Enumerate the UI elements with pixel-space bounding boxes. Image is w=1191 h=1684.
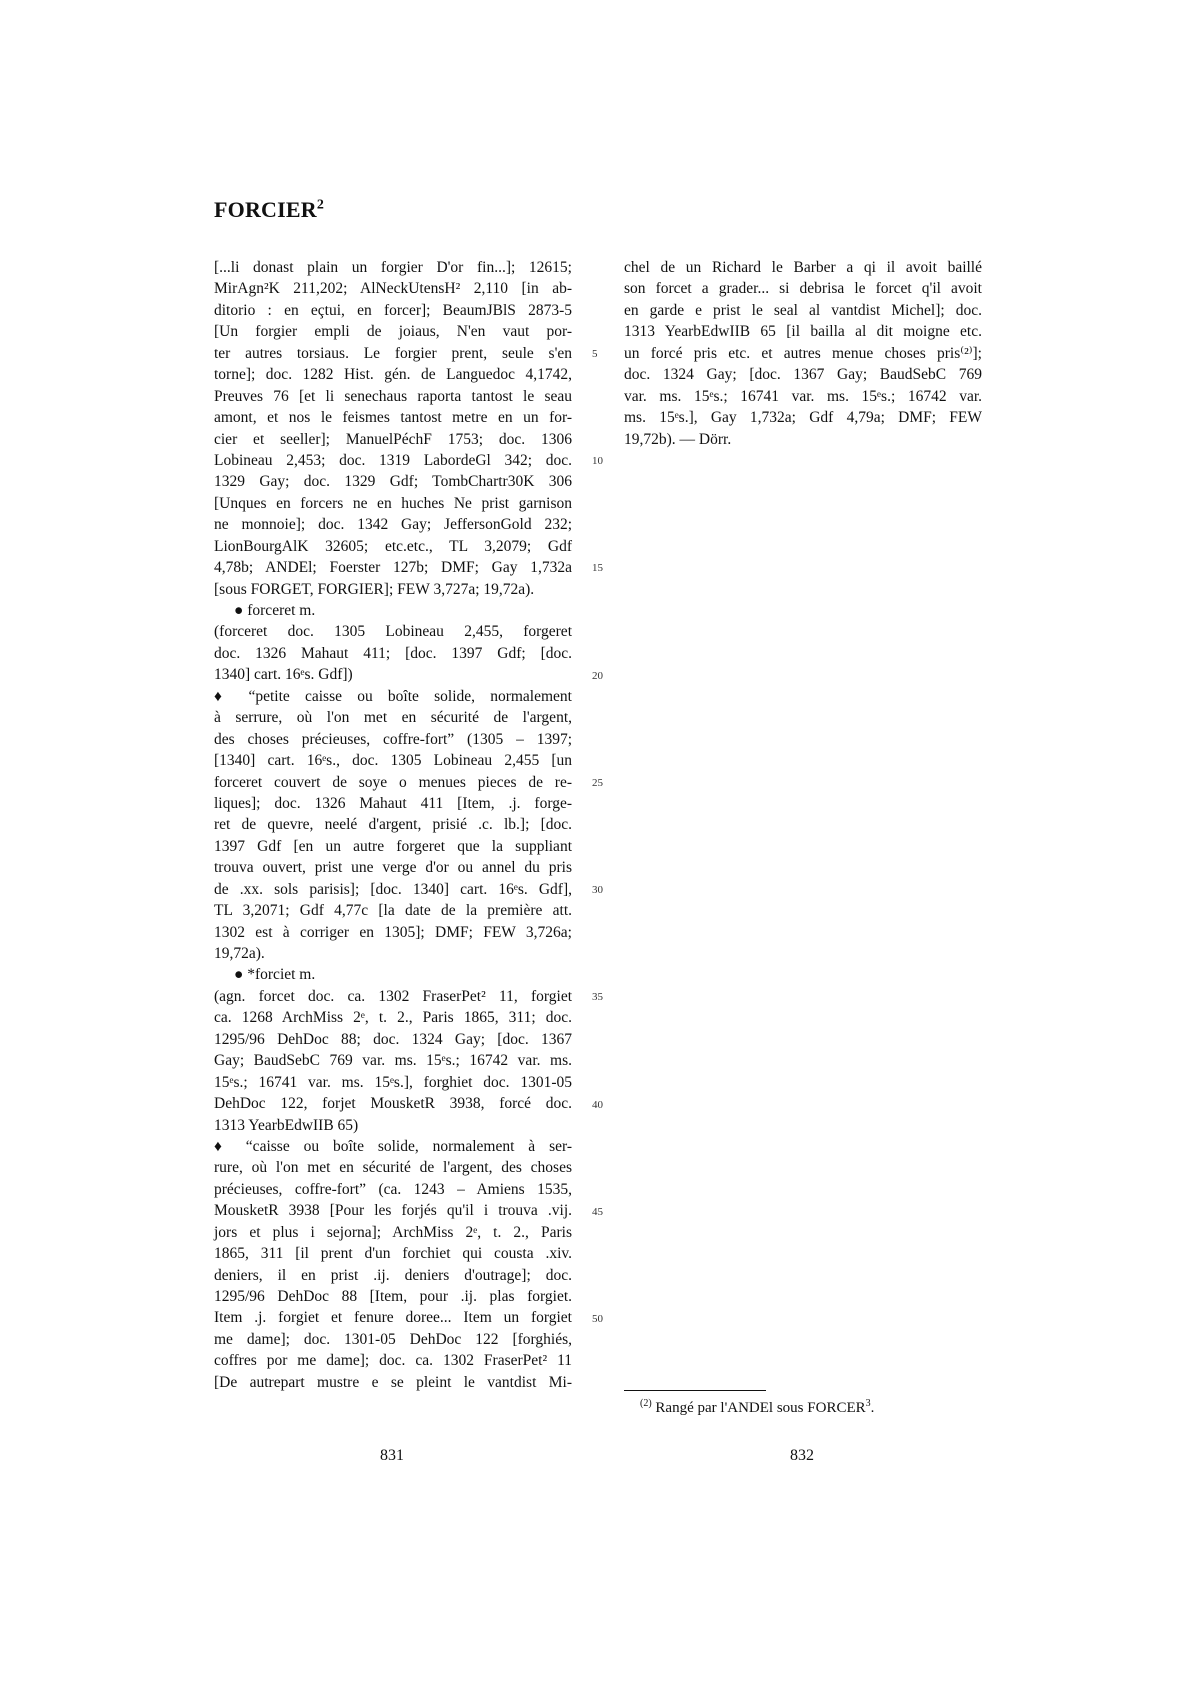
- page-number-left: 831: [380, 1447, 404, 1464]
- footnote-text: Rangé par l'ANDEl sous FORCER: [651, 1400, 866, 1416]
- text-line: ter autres torsiaus. Le forgier prent, seule s'en: [214, 344, 572, 362]
- text-line: DehDoc 122, forjet MousketR 3938, forcé doc.: [214, 1095, 572, 1113]
- text-line: 1313 YearbEdwIIB 65): [214, 1116, 359, 1134]
- line-number: 45: [592, 1205, 603, 1218]
- text-line: [1340] cart. 16ᵉs., doc. 1305 Lobineau 2,455 [un: [214, 752, 572, 770]
- text-line: rure, où l'on met en sécurité de l'argent, des choses: [214, 1159, 572, 1177]
- line-number: 5: [592, 347, 598, 360]
- text-line: [Un forgier empli de joiaus, N'en vaut por-: [214, 323, 572, 341]
- text-line: 19,72b). — Dörr.: [624, 430, 732, 448]
- left-column: [214, 257, 572, 1393]
- headword-text: FORCIER: [214, 197, 317, 222]
- footnote-end: .: [870, 1400, 875, 1416]
- text-line: 1302 est à corriger en 1305]; DMF; FEW 3,726a;: [214, 923, 572, 941]
- text-line: MousketR 3938 [Pour les forjés qu'il i trouva .vij.: [214, 1202, 572, 1220]
- text-line: 1865, 311 [il prent d'un forchiet qui cousta .xiv.: [214, 1245, 572, 1263]
- text-line: à serrure, où l'on met en sécurité de l'argent,: [214, 709, 572, 727]
- text-line: ms. 15ᵉs.], Gay 1,732a; Gdf 4,79a; DMF; FEW: [624, 409, 982, 427]
- text-line: de .xx. sols parisis]; [doc. 1340] cart. 16ᵉs. Gdf],: [214, 880, 572, 898]
- text-line: jors et plus i sejorna]; ArchMiss 2ᵉ, t. 2., Paris: [214, 1223, 572, 1241]
- text-line: TL 3,2071; Gdf 4,77c [la date de la première att.: [214, 902, 572, 920]
- text-line: doc. 1324 Gay; [doc. 1367 Gay; BaudSebC 769: [624, 366, 982, 384]
- text-line: ditorio : en eçtui, en forcer]; BeaumJBlS 2873-5: [214, 301, 572, 319]
- text-line: Preuves 76 [et li senechaus raporta tantost le seau: [214, 387, 572, 405]
- text-line: des choses précieuses, coffre-fort” (1305 – 1397;: [214, 730, 572, 748]
- text-line: ♦ “petite caisse ou boîte solide, normalement: [214, 687, 572, 705]
- text-line: ca. 1268 ArchMiss 2ᵉ, t. 2., Paris 1865, 311; doc.: [214, 1009, 572, 1027]
- text-line: [Unques en forcers ne en huches Ne prist garnison: [214, 494, 572, 512]
- text-line: var. ms. 15ᵉs.; 16741 var. ms. 15ᵉs.; 16742 var.: [624, 387, 982, 405]
- text-line: [...li donast plain un forgier D'or fin...]; 12615;: [214, 259, 572, 276]
- line-number: 25: [592, 776, 603, 789]
- text-line: 1340] cart. 16ᵉs. Gdf]): [214, 666, 353, 684]
- text-line: son forcet a grader... si debrisa le forcet q'il avoit: [624, 280, 982, 298]
- footnote-marker: (2): [640, 1398, 652, 1409]
- text-line: Lobineau 2,453; doc. 1319 LabordeGl 342; doc.: [214, 451, 572, 469]
- text-line: 19,72a).: [214, 945, 265, 962]
- headword-superscript: 2: [316, 197, 325, 213]
- text-line: ret de quevre, neelé d'argent, prisié .c. lb.]; [doc.: [214, 816, 572, 834]
- page-number-right: 832: [790, 1447, 814, 1464]
- text-line: amont, et nos le feismes tantost metre en un for-: [214, 409, 572, 427]
- text-line: 1313 YearbEdwIIB 65 [il bailla al dit moigne etc.: [624, 323, 982, 341]
- text-line: deniers, il en prist .ij. deniers d'outrage]; doc.: [214, 1266, 572, 1284]
- text-line: me dame]; doc. 1301-05 DehDoc 122 [forghiés,: [214, 1330, 572, 1348]
- line-number: 40: [592, 1098, 603, 1111]
- text-line: chel de un Richard le Barber a qi il avoit baillé: [624, 259, 982, 276]
- text-line: (agn. forcet doc. ca. 1302 FraserPet² 11, forgiet: [214, 987, 572, 1005]
- text-line: trouva ouvert, prist une verge d'or ou annel du pris: [214, 859, 572, 877]
- line-number: 35: [592, 991, 603, 1004]
- text-line: 1295/96 DehDoc 88 [Item, pour .ij. plas forgiet.: [214, 1288, 572, 1305]
- right-column: [624, 257, 982, 450]
- line-number: 30: [592, 884, 603, 897]
- text-line: ● forceret m.: [234, 602, 316, 619]
- footnote-rule: [624, 1390, 766, 1391]
- text-line: Gay; BaudSebC 769 var. ms. 15ᵉs.; 16742 var. ms.: [214, 1052, 572, 1070]
- footnote: [640, 1398, 874, 1417]
- text-line: doc. 1326 Mahaut 411; [doc. 1397 Gdf; [doc.: [214, 644, 572, 662]
- line-number: 20: [592, 669, 603, 682]
- text-line: ne monnoie]; doc. 1342 Gay; JeffersonGold 232;: [214, 516, 572, 534]
- text-line: [sous FORGET, FORGIER]; FEW 3,727a; 19,72a).: [214, 580, 535, 598]
- text-line: 1329 Gay; doc. 1329 Gdf; TombChartr30K 306: [214, 473, 572, 491]
- footnote-superscript: 3: [865, 1398, 871, 1409]
- text-line: 1295/96 DehDoc 88; doc. 1324 Gay; [doc. 1367: [214, 1030, 572, 1048]
- text-line: forceret couvert de soye o menues pieces de re-: [214, 773, 572, 791]
- text-line: liques]; doc. 1326 Mahaut 411 [Item, .j. forge-: [214, 794, 572, 812]
- headword: [214, 197, 324, 223]
- text-line: un forcé pris etc. et autres menue choses pris⁽²⁾];: [624, 344, 982, 362]
- text-line: ● *forciet m.: [234, 966, 316, 984]
- text-line: ♦ “caisse ou boîte solide, normalement à ser-: [214, 1137, 572, 1155]
- text-line: (forceret doc. 1305 Lobineau 2,455, forgeret: [214, 623, 572, 641]
- text-line: 1397 Gdf [en un autre forgeret que la suppliant: [214, 837, 572, 855]
- text-line: MirAgn²K 211,202; AlNeckUtensH² 2,110 [in ab-: [214, 280, 572, 298]
- text-line: Item .j. forgiet et fenure doree... Item un forgiet: [214, 1309, 572, 1327]
- line-number: 15: [592, 562, 603, 575]
- text-line: LionBourgAlK 32605; etc.etc., TL 3,2079; Gdf: [214, 537, 572, 555]
- text-line: cier et seeller]; ManuelPéchF 1753; doc. 1306: [214, 430, 572, 448]
- text-line: en garde e prist le seal al vantdist Michel]; doc.: [624, 301, 982, 319]
- text-line: 15ᵉs.; 16741 var. ms. 15ᵉs.], forghiet doc. 1301-05: [214, 1073, 572, 1091]
- text-line: [De autrepart mustre e se pleint le vantdist Mi-: [214, 1373, 572, 1391]
- text-line: torne]; doc. 1282 Hist. gén. de Languedoc 4,1742,: [214, 366, 572, 384]
- text-line: précieuses, coffre-fort” (ca. 1243 – Amiens 1535,: [214, 1180, 572, 1198]
- line-number: 10: [592, 455, 603, 468]
- line-number: 50: [592, 1313, 603, 1326]
- text-line: coffres por me dame]; doc. ca. 1302 FraserPet² 11: [214, 1352, 572, 1370]
- text-line: 4,78b; ANDEl; Foerster 127b; DMF; Gay 1,732a: [214, 559, 572, 577]
